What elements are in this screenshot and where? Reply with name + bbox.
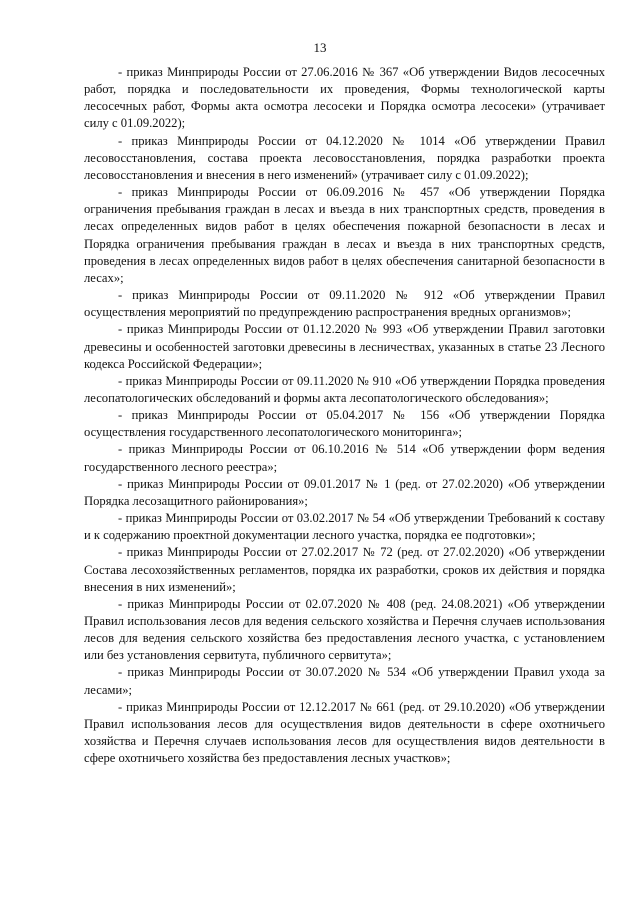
list-item-order-408: - приказ Минприроды России от 02.07.2020 № 408 (ред. 24.08.2021) «Об утверждении Правил использования лесов для ведения сельского хозяйства и Перечня случаев использования лесов для ведения сельского хозяйства без предоставления лесного участка, с установлением или без установления сервитута, публичного сервитута»; xyxy=(84,596,605,663)
list-item-order-367: - приказ Минприроды России от 27.06.2016 № 367 «Об утверждении Видов лесосечных работ, порядка и последовательности их проведения, Формы технологической карты лесосечных работ, Формы акта осмотра лесосеки и Порядка осмотра лесосеки» (утрачивает силу с 01.09.2022); xyxy=(84,65,605,131)
list-item-order-54: - приказ Минприроды России от 03.02.2017 № 54 «Об утверждении Требований к составу и к содержанию проектной документации лесного участка, порядка ее подготовки»; xyxy=(84,511,605,543)
list-item-order-156: - приказ Минприроды России от 05.04.2017 № 156 «Об утверждении Порядка осуществления государственного лесопатологического мониторинга»; xyxy=(84,408,605,440)
list-item-order-661: - приказ Минприроды России от 12.12.2017 № 661 (ред. от 29.10.2020) «Об утверждении Правил использования лесов для осуществления видов деятельности в сфере охотничьего хозяйства и Перечня случаев использования лесов для осуществления видов деятельности в сфере охотничьего хозяйства без предоставления лесных участков»; xyxy=(84,699,605,766)
list-item-order-72: - приказ Минприроды России от 27.02.2017 № 72 (ред. от 27.02.2020) «Об утверждении Состава лесохозяйственных регламентов, порядка их разработки, сроков их действия и порядка внесения в них изменений»; xyxy=(84,545,605,594)
list-item-order-1014: - приказ Минприроды России от 04.12.2020 № 1014 «Об утверждении Правил лесовосстановления, состава проекта лесовосстановления, порядка разработки проекта лесовосстановления и внесения в него изменений» (утрачивает силу с 01.09.2022); xyxy=(84,133,605,182)
page-number: 13 xyxy=(313,40,327,55)
document-body xyxy=(84,64,605,767)
list-item-order-534: - приказ Минприроды России от 30.07.2020 № 534 «Об утверждении Правил ухода за лесами»; xyxy=(84,665,605,697)
list-item-order-993: - приказ Минприроды России от 01.12.2020 № 993 «Об утверждении Правил заготовки древесины и особенностей заготовки древесины в лесничествах, указанных в статье 23 Лесного кодекса Российской Федерации»; xyxy=(84,322,605,371)
list-item-order-457: - приказ Минприроды России от 06.09.2016 № 457 «Об утверждении Порядка ограничения пребывания граждан в лесах и въезда в них транспортных средств, проведения в лесах определенных видов работ в целях обеспечения пожарной безопасности в лесах и Порядка ограничения пребывания граждан в лесах и въезда в них транспортных средств, проведения в лесах определенных видов работ в целях обеспечения санитарной безопасности в лесах»; xyxy=(84,185,605,285)
list-item-order-514: - приказ Минприроды России от 06.10.2016 № 514 «Об утверждении форм ведения государственного лесного реестра»; xyxy=(84,442,605,474)
list-item-order-912: - приказ Минприроды России от 09.11.2020 № 912 «Об утверждении Правил осуществления мероприятий по предупреждению распространения вредных организмов»; xyxy=(84,288,605,320)
list-item-order-910: - приказ Минприроды России от 09.11.2020 № 910 «Об утверждении Порядка проведения лесопатологических обследований и формы акта лесопатологического обследования»; xyxy=(84,373,605,405)
list-item-order-1: - приказ Минприроды России от 09.01.2017 № 1 (ред. от 27.02.2020) «Об утверждении Порядка лесозащитного районирования»; xyxy=(84,476,605,508)
